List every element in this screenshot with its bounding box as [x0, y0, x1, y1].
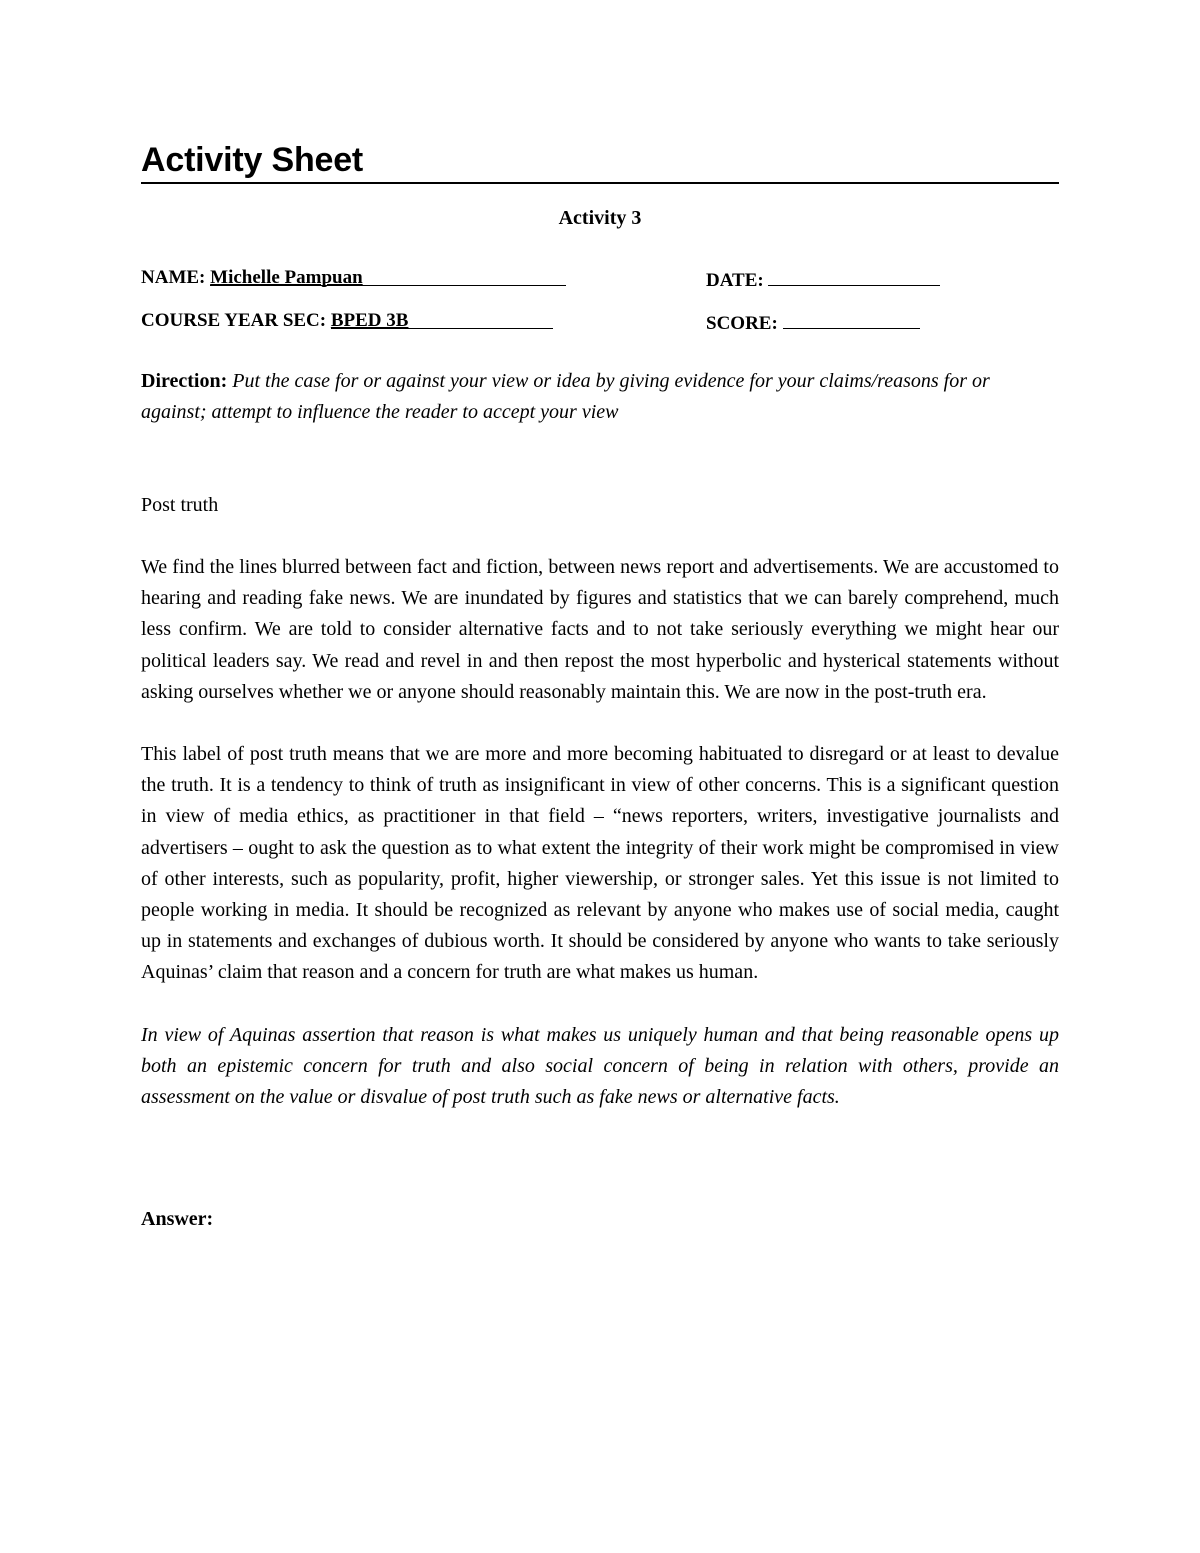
date-blank[interactable] — [768, 266, 940, 286]
direction-block — [141, 366, 1059, 428]
name-value: Michelle Pampuan — [210, 267, 363, 288]
essay-subject: Post truth — [141, 494, 219, 516]
course-label: COURSE YEAR SEC: — [141, 310, 327, 331]
info-row-name-date — [141, 266, 1059, 290]
name-label: NAME: — [141, 267, 206, 288]
activity-number: Activity 3 — [558, 207, 642, 229]
essay-prompt: In view of Aquinas assertion that reason is what makes us uniquely human and that being reasonable opens up both an epistemic concern for truth and also social concern of being in relation with others, provide an assessment on the value or disvalue of post truth such as fake news or alternative facts. — [141, 1023, 1059, 1109]
essay-paragraph-1: We find the lines blurred between fact and fiction, between news report and advertisements. We are accustomed to hearing and reading fake news. We are inundated by figures and statistics that we can barely comprehend, much less confirm. We are told to consider alternative facts and to not take seriously everything we might hear our political leaders say. We read and revel in and then repost the most hyperbolic and hysterical statements without asking ourselves whether we or anyone should reasonably maintain this. We are now in the post-truth era. — [141, 556, 1059, 703]
date-field[interactable] — [706, 266, 940, 293]
activity-sheet-page — [141, 140, 1059, 1235]
essay-paragraph-2: This label of post truth means that we are more and more becoming habituated to disregard or at least to devalue the truth. It is a tendency to think of truth as insignificant in view of other concerns. This is a significant question in view of media ethics, as practitioner in that field – “news reporters, writers, investigative journalists and advertisers – ought to ask the question as to what extent the integrity of their work might be compromised in view of other interests, such as popularity, profit, higher viewership, or stronger sales. Yet this issue is not limited to people working in media. It should be recognized as relevant by anyone who makes use of social media, caught up in statements and exchanges of dubious worth. It should be considered by anyone who wants to take seriously Aquinas’ claim that reason and a concern for truth are what makes us human. — [141, 743, 1059, 984]
direction-text: Put the case for or against your view or idea by giving evidence for your claims/reasons for or against; attempt to influence the reader to accept your view — [141, 370, 990, 423]
name-blank[interactable] — [210, 266, 566, 286]
direction-label: Direction: — [141, 370, 228, 392]
answer-label: Answer: — [141, 1208, 214, 1231]
course-field[interactable] — [141, 309, 553, 333]
course-value: BPED 3B — [330, 310, 409, 331]
page-title: Activity Sheet — [141, 140, 1059, 184]
score-blank[interactable] — [783, 309, 920, 329]
name-field[interactable] — [141, 266, 566, 290]
score-field[interactable] — [706, 309, 920, 336]
score-label: SCORE: — [706, 313, 778, 334]
course-blank[interactable] — [331, 309, 553, 329]
date-label: DATE: — [706, 270, 764, 291]
info-row-course-score — [141, 309, 1059, 333]
